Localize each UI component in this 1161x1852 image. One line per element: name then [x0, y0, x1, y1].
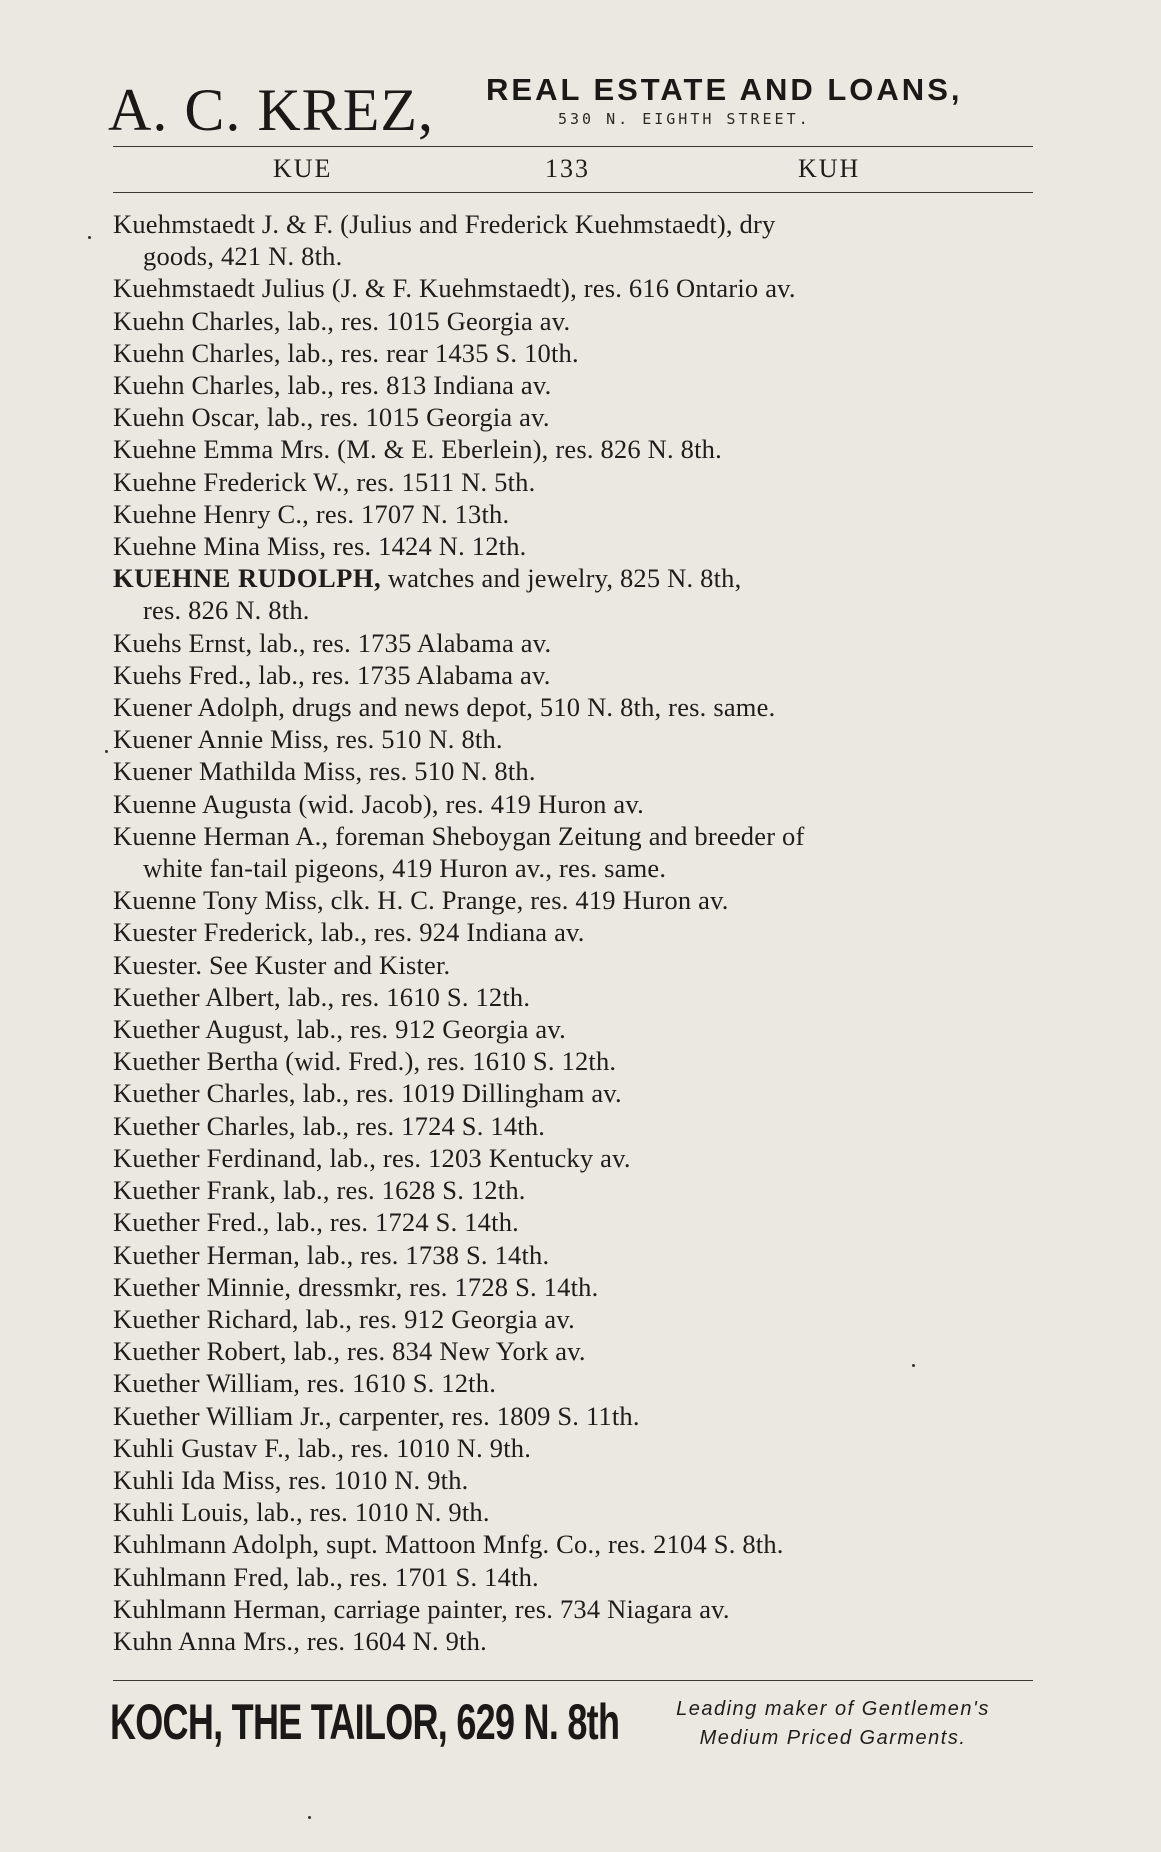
- top-rule: [113, 146, 1033, 147]
- list-item: Kuether Minnie, dressmkr, res. 1728 S. 14th.: [113, 1271, 599, 1302]
- advertiser-business: REAL ESTATE AND LOANS,: [486, 72, 963, 107]
- list-item: Kuenne Tony Miss, clk. H. C. Prange, res. 419 Huron av.: [113, 885, 729, 916]
- list-item: Kuester Frederick, lab., res. 924 Indiana av.: [113, 917, 585, 948]
- list-item: Kuener Adolph, drugs and news depot, 510 N. 8th, res. same.: [113, 692, 776, 723]
- list-item: Kuether Charles, lab., res. 1019 Dillingham av.: [113, 1078, 622, 1109]
- list-item-continuation: white fan-tail pigeons, 419 Huron av., res. same.: [143, 853, 667, 884]
- list-item: Kuether Bertha (wid. Fred.), res. 1610 S. 12th.: [113, 1046, 617, 1077]
- list-item: Kuhlmann Adolph, supt. Mattoon Mnfg. Co., res. 2104 S. 8th.: [113, 1529, 784, 1560]
- list-item: Kuether Richard, lab., res. 912 Georgia av.: [113, 1303, 575, 1334]
- list-item: Kuether Robert, lab., res. 834 New York av.: [113, 1336, 586, 1367]
- list-item: Kuhlmann Herman, carriage painter, res. 734 Niagara av.: [113, 1593, 730, 1624]
- ink-speck: [105, 750, 108, 753]
- list-item: Kuhn Anna Mrs., res. 1604 N. 9th.: [113, 1625, 487, 1656]
- list-item-continuation: res. 826 N. 8th.: [143, 595, 310, 626]
- directory-listings: [113, 208, 1043, 1657]
- tagline-line-1: Leading maker of Gentlemen's: [676, 1698, 990, 1720]
- page-number: 133: [545, 154, 590, 183]
- list-item: Kuenne Augusta (wid. Jacob), res. 419 Huron av.: [113, 788, 644, 819]
- list-item: Kuehmstaedt Julius (J. & F. Kuehmstaedt), res. 616 Ontario av.: [113, 273, 796, 304]
- list-item: Kuehne Emma Mrs. (M. & E. Eberlein), res. 826 N. 8th.: [113, 434, 722, 465]
- bold-listing-details: watches and jewelry, 825 N. 8th,: [381, 563, 742, 594]
- ink-speck: [88, 236, 91, 239]
- list-item: Kuhli Louis, lab., res. 1010 N. 9th.: [113, 1497, 490, 1528]
- tailor-tagline: [653, 1695, 1013, 1753]
- list-item: Kuenne Herman A., foreman Sheboygan Zeitung and breeder of: [113, 820, 805, 851]
- list-item: Kuehne Mina Miss, res. 1424 N. 12th.: [113, 531, 527, 562]
- list-item: Kuether Charles, lab., res. 1724 S. 14th.: [113, 1110, 546, 1141]
- tailor-name: KOCH, THE TAILOR, 629 N. 8th: [110, 1694, 620, 1750]
- list-item: Kuehn Charles, lab., res. 813 Indiana av.: [113, 370, 552, 401]
- list-item: Kuether Frank, lab., res. 1628 S. 12th.: [113, 1175, 526, 1206]
- ink-speck: [912, 1364, 915, 1367]
- guide-word-right: KUH: [798, 154, 861, 183]
- list-item: Kuehs Ernst, lab., res. 1735 Alabama av.: [113, 627, 552, 658]
- list-item: Kuether William, res. 1610 S. 12th.: [113, 1368, 497, 1399]
- footer-rule: [113, 1680, 1033, 1681]
- bottom-advertisement: [108, 1692, 1038, 1762]
- list-item-continuation: goods, 421 N. 8th.: [143, 241, 343, 272]
- list-item: Kuether Ferdinand, lab., res. 1203 Kentucky av.: [113, 1142, 631, 1173]
- list-item: Kuener Mathilda Miss, res. 510 N. 8th.: [113, 756, 536, 787]
- list-item: Kuether William Jr., carpenter, res. 1809 S. 11th.: [113, 1400, 640, 1431]
- list-item-bold: [113, 562, 1043, 594]
- list-item: Kuester. See Kuster and Kister.: [113, 949, 451, 980]
- list-item: Kuether Fred., lab., res. 1724 S. 14th.: [113, 1207, 519, 1238]
- list-item: Kuehn Oscar, lab., res. 1015 Georgia av.: [113, 402, 550, 433]
- list-item: Kuether Albert, lab., res. 1610 S. 12th.: [113, 981, 531, 1012]
- list-item: Kuether August, lab., res. 912 Georgia av.: [113, 1014, 566, 1045]
- top-advertisement: [108, 72, 1038, 142]
- directory-page: [108, 0, 1038, 1852]
- advertiser-name: A. C. KREZ,: [108, 77, 434, 143]
- ink-speck: [308, 1816, 311, 1819]
- list-item: Kuehne Frederick W., res. 1511 N. 5th.: [113, 466, 536, 497]
- list-item: Kuhli Gustav F., lab., res. 1010 N. 9th.: [113, 1432, 532, 1463]
- tagline-line-2: Medium Priced Garments.: [699, 1727, 967, 1749]
- list-item: Kuether Herman, lab., res. 1738 S. 14th.: [113, 1239, 550, 1270]
- advertiser-address: 530 N. EIGHTH STREET.: [558, 110, 811, 128]
- list-item: Kuehmstaedt J. & F. (Julius and Frederick Kuehmstaedt), dry: [113, 209, 776, 239]
- running-header: [108, 153, 1038, 185]
- list-item: Kuhlmann Fred, lab., res. 1701 S. 14th.: [113, 1561, 539, 1592]
- list-item: Kuener Annie Miss, res. 510 N. 8th.: [113, 724, 503, 755]
- list-item: Kuehn Charles, lab., res. rear 1435 S. 10th.: [113, 337, 579, 368]
- list-item: Kuehne Henry C., res. 1707 N. 13th.: [113, 498, 510, 529]
- list-item: Kuehs Fred., lab., res. 1735 Alabama av.: [113, 659, 551, 690]
- guide-word-left: KUE: [273, 154, 333, 183]
- list-item: Kuhli Ida Miss, res. 1010 N. 9th.: [113, 1464, 469, 1495]
- header-rule: [113, 192, 1033, 193]
- bold-listing-name: KUEHNE RUDOLPH,: [113, 563, 382, 594]
- list-item: Kuehn Charles, lab., res. 1015 Georgia av.: [113, 305, 571, 336]
